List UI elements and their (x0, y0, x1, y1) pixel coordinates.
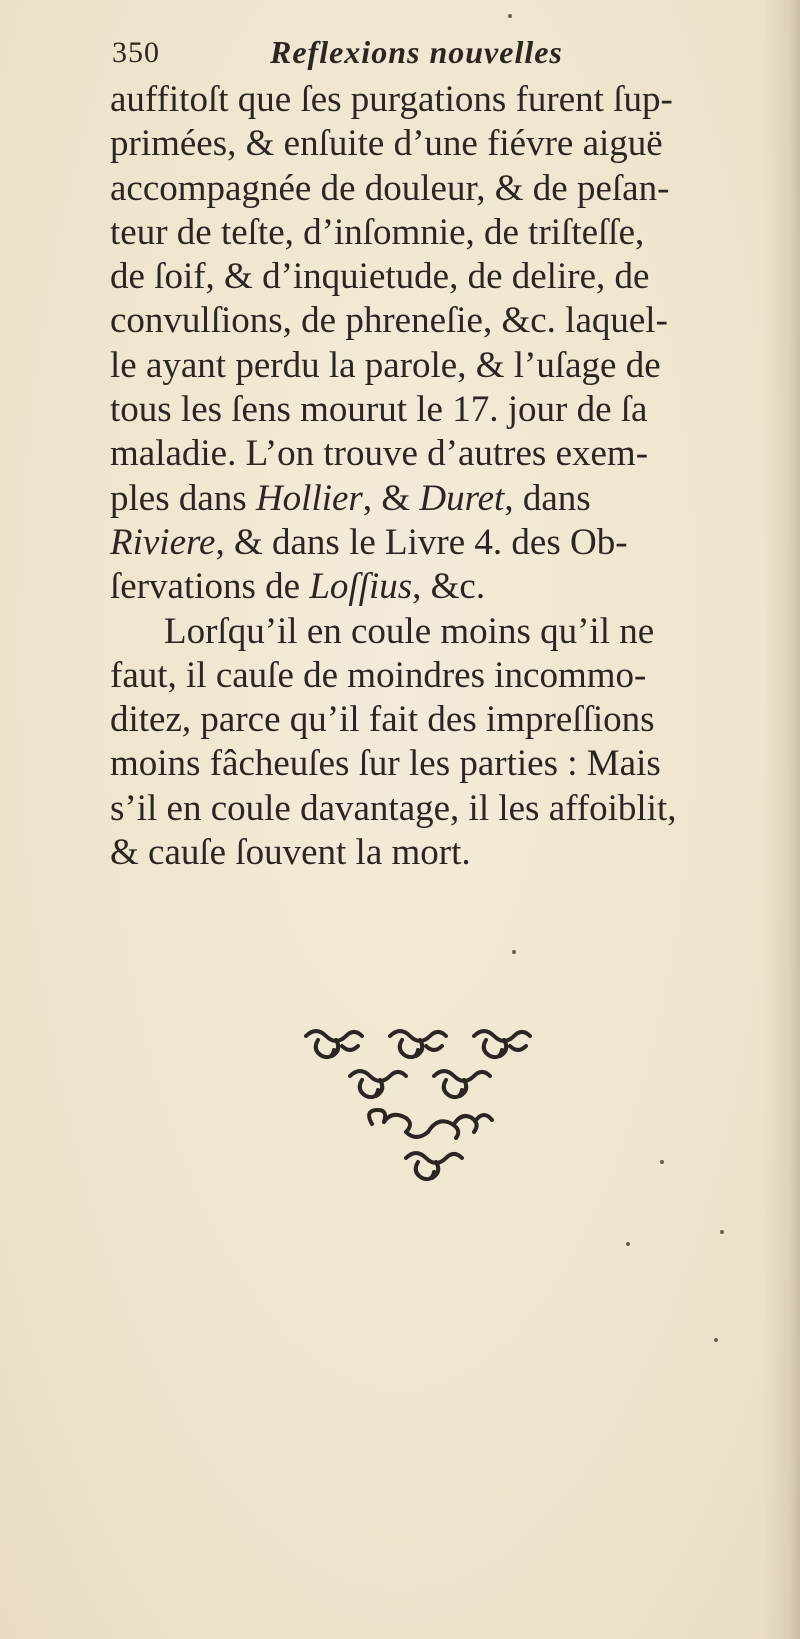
text-run: ſervations de (110, 566, 310, 608)
text-run: , dans (504, 477, 591, 519)
text-line: tous les ſens mourut le 17. jour de ſa (110, 389, 648, 431)
text-line: teur de teſte, d’inſomnie, de triſteſſe, (110, 211, 645, 253)
text-line: de ſoif, & d’inquietude, de delire, de (110, 256, 650, 298)
text-run: , & dans le Livre 4. des Ob- (215, 521, 628, 563)
cited-author-lossius: Loſſius (309, 566, 413, 608)
text-line: le ayant perdu la parole, & l’uſage de (110, 344, 661, 386)
text-line: maladie. L’on trouve d’autres exem- (110, 433, 649, 475)
ornament-scroll (474, 1031, 530, 1057)
text-line (110, 521, 800, 565)
ink-speck (720, 1230, 724, 1234)
text-line: convulſions, de phreneſie, &c. laquel- (110, 300, 668, 342)
text-line: faut, il cauſe de moindres incommo- (110, 654, 647, 696)
ornament-scroll (350, 1071, 406, 1097)
cited-author-hollier: Hollier (255, 477, 363, 519)
printers-ornament-icon (298, 1012, 618, 1212)
text-line: & cauſe ſouvent la mort. (110, 832, 471, 874)
text-line: auffitoſt que ſes purgations furent ſup- (110, 79, 673, 120)
text-run: , &c. (412, 566, 486, 608)
cited-author-riviere: Riviere (110, 521, 216, 563)
ink-speck (508, 14, 512, 18)
ink-speck (714, 1338, 718, 1342)
page-number: 350 (112, 36, 160, 69)
text-run: , & (362, 477, 420, 519)
cited-author-duret: Duret (419, 477, 505, 519)
text-line: accompagnée de douleur, & de peſan- (110, 167, 670, 209)
text-run: ples dans (110, 477, 256, 519)
text-line: moins fâcheuſes ſur les parties : Mais (110, 743, 661, 785)
ornament-scroll (306, 1031, 362, 1057)
ink-speck (512, 950, 516, 954)
paragraph-start-line: Lorſqu’il en coule moins qu’il ne (164, 610, 655, 652)
ink-speck (660, 1160, 664, 1164)
text-line: s’il en coule davantage, il les affoiblit, (110, 787, 677, 829)
running-head-title: Reflexions nouvelles (270, 34, 563, 70)
ornament-scroll (406, 1153, 462, 1179)
ornament-scroll (390, 1031, 446, 1057)
ornament-flourish (369, 1110, 492, 1138)
running-head (112, 28, 752, 78)
text-line: ditez, parce qu’il fait des impreſſions (110, 699, 655, 741)
body-text (110, 78, 800, 875)
text-line (110, 565, 800, 609)
ornament-scroll (434, 1071, 490, 1097)
text-line: primées, & enſuite d’une fiévre aiguë (110, 123, 663, 165)
ink-speck (626, 1242, 630, 1246)
text-line (110, 477, 800, 521)
